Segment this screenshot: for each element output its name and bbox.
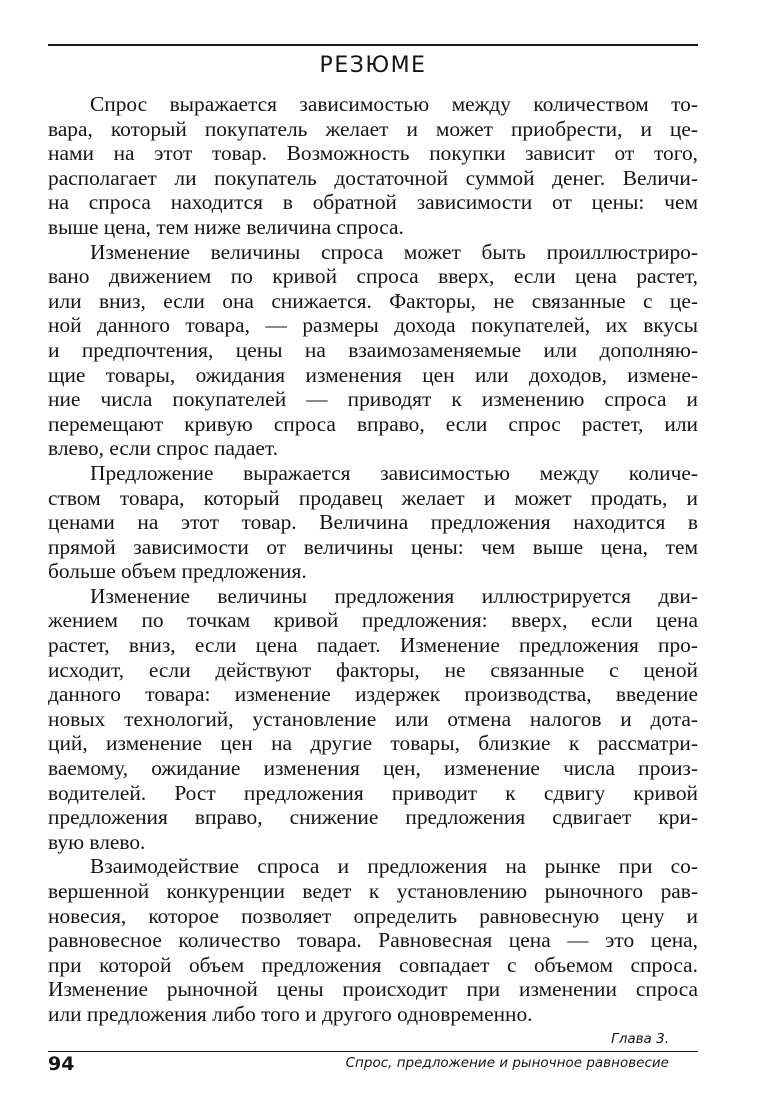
text-line: вую влево. xyxy=(48,829,146,854)
paragraph-4 xyxy=(48,584,698,855)
paragraph-1 xyxy=(48,92,698,240)
text-line: ваемому, ожидание изменения цен, изменение числа произ- xyxy=(48,756,698,781)
text-line: на спроса находится в обратной зависимости от цены: чем xyxy=(48,190,698,215)
text-line: Взаимодействие спроса и предложения на рынке при со- xyxy=(90,854,698,879)
text-line: Изменение величины предложения иллюстрируется дви- xyxy=(90,583,698,608)
text-line: при которой объем предложения совпадает с объемом спроса. xyxy=(48,952,698,977)
section-heading: РЕЗЮМЕ xyxy=(319,53,427,78)
text-line: новесия, которое позволяет определить равновесную цену и xyxy=(48,903,698,928)
text-line: ние числа покупателей — приводят к изменению спроса и xyxy=(48,387,698,412)
paragraph-3 xyxy=(48,461,698,584)
text-line: ценами на этот товар. Величина предложения находится в xyxy=(48,510,698,535)
text-line: вара, который покупатель желает и может приобрести, и це- xyxy=(48,116,698,141)
text-line: Изменение величины спроса может быть проиллюстриро- xyxy=(90,239,698,264)
text-line: нами на этот товар. Возможность покупки зависит от того, xyxy=(48,141,698,166)
text-line: Изменение рыночной цены происходит при изменении спроса xyxy=(48,977,698,1002)
text-line: выше цена, тем ниже величина спроса. xyxy=(48,214,404,239)
text-line: прямой зависимости от величины цены: чем выше цена, тем xyxy=(48,534,698,559)
text-line: водителей. Рост предложения приводит к сдвигу кривой xyxy=(48,780,698,805)
running-footer-chapter: Глава 3. xyxy=(611,1031,669,1047)
text-line: жением по точкам кривой предложения: вверх, если цена xyxy=(48,608,698,633)
text-line: данного товара: изменение издержек производства, введение xyxy=(48,682,698,707)
top-rule xyxy=(48,44,698,46)
paragraph-2 xyxy=(48,240,698,461)
text-line: ством товара, который продавец желает и может продать, и xyxy=(48,485,698,510)
text-line: Спрос выражается зависимостью между количеством то- xyxy=(90,92,698,116)
text-line: ций, изменение цен на другие товары, близкие к рассматри- xyxy=(48,731,698,756)
text-line: влево, если спрос падает. xyxy=(48,436,278,461)
text-line: больше объем предложения. xyxy=(48,559,307,584)
text-line: равновесное количество товара. Равновесная цена — это цена, xyxy=(48,928,698,953)
text-line: предложения вправо, снижение предложения сдвигает кри- xyxy=(48,805,698,830)
text-line: и предпочтения, цены на взаимозаменяемые или дополняю- xyxy=(48,337,698,362)
running-footer-title: Спрос, предложение и рыночное равновесие xyxy=(345,1055,669,1071)
text-line: располагает ли покупатель достаточной суммой денег. Величи- xyxy=(48,165,698,190)
text-line: вано движением по кривой спроса вверх, если цена растет, xyxy=(48,264,698,289)
summary-body xyxy=(48,92,698,1027)
page-number: 94 xyxy=(48,1053,75,1075)
paragraph-5 xyxy=(48,854,698,1026)
text-line: растет, вниз, если цена падает. Изменение предложения про- xyxy=(48,633,698,658)
text-line: перемещают кривую спроса вправо, если спрос растет, или xyxy=(48,411,698,436)
text-line: Предложение выражается зависимостью между количе- xyxy=(90,460,698,485)
text-line: ной данного товара, — размеры дохода покупателей, их вкусы xyxy=(48,313,698,338)
text-line: или вниз, если она снижается. Факторы, не связанные с це- xyxy=(48,288,698,313)
text-line: или предложения либо того и другого одновременно. xyxy=(48,1001,533,1026)
text-line: вершенной конкуренции ведет к установлению рыночного рав- xyxy=(48,879,698,903)
footer-rule xyxy=(48,1051,698,1052)
text-line: исходит, если действуют факторы, не связанные с ценой xyxy=(48,657,698,682)
text-line: новых технологий, установление или отмена налогов и дота- xyxy=(48,706,698,731)
text-line: щие товары, ожидания изменения цен или доходов, измене- xyxy=(48,362,698,387)
